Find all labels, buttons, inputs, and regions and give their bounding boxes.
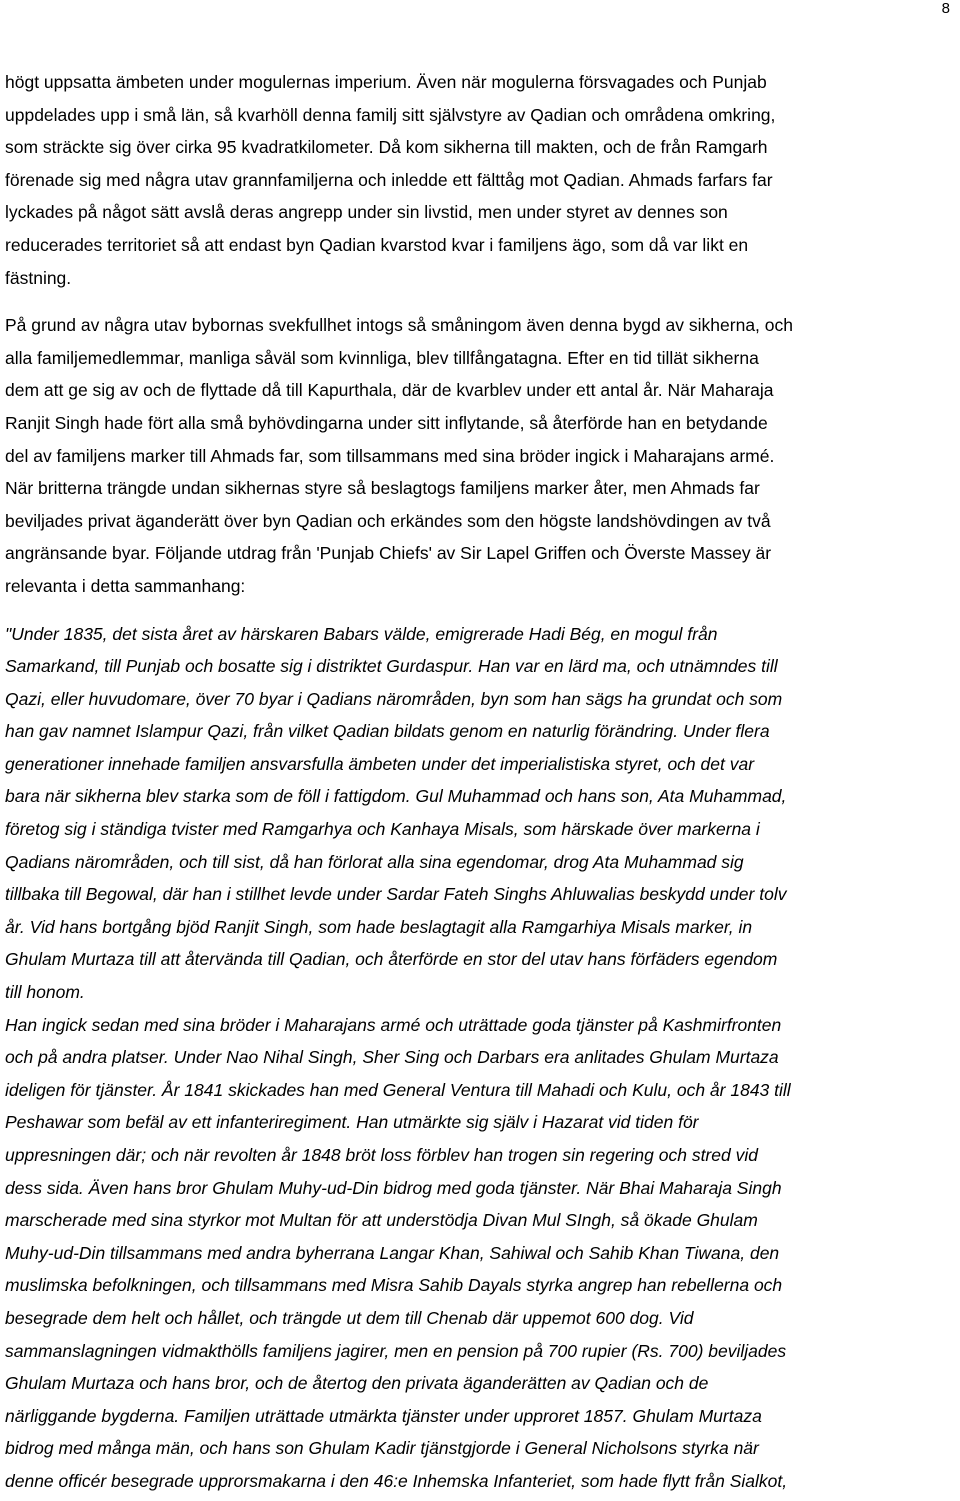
paragraph-spacer — [5, 603, 955, 618]
text-line: beviljades privat äganderätt över byn Qadian och erkändes som den högste landshövdingen av två — [5, 510, 771, 531]
text-line: alla familjemedlemmar, manliga såväl som kvinnliga, blev tillfångatagna. Efter en tid tillät sikherna — [5, 347, 759, 368]
text-line: lyckades på något sätt avslå deras angrepp under sin livstid, men under styret av dennes son — [5, 202, 728, 223]
text-line: reducerades territoriet så att endast byn Qadian kvarstod kvar i familjens ägo, som då var likt en — [5, 234, 749, 255]
text-line: muslimska befolkningen, och tillsammans med Misra Sahib Dayals styrka angrep han rebellerna och — [5, 1275, 783, 1296]
text-line: år. Vid hans bortgång bjöd Ranjit Singh, som hade beslagtagit alla Ramgarhiya Misals marker, in — [5, 916, 753, 937]
text-line: förenade sig med några utav grannfamiljerna och inledde ett fälttåg mot Qadian. Ahmads farfars far — [5, 169, 773, 190]
text-line: dess sida. Även hans bror Ghulam Muhy-ud-Din bidrog med goda tjänster. När Bhai Maharaja Singh — [5, 1177, 782, 1198]
text-line: När britterna trängde undan sikhernas styre så beslagtogs familjens marker åter, men Ahmads far — [5, 478, 760, 499]
text-line: uppdelades upp i små län, så kvarhöll denna familj sitt självstyre av Qadian och områdena omkring, — [5, 104, 776, 125]
text-line: han gav namnet Islampur Qazi, från vilket Qadian bildats genom en naturlig förändring. Under flera — [5, 721, 770, 742]
paragraph-spacer — [5, 294, 955, 309]
text-line: marscherade med sina styrkor mot Multan för att understödja Divan Mul SIngh, så ökade Ghulam — [5, 1210, 758, 1231]
text-line: bara när sikherna blev starka som de föll i fattigdom. Gul Muhammad och hans son, Ata Muhammad, — [5, 786, 787, 807]
text-line: tillbaka till Begowal, där han i stillhet levde under Sardar Fateh Singhs Ahluwalias beskydd under tolv — [5, 884, 787, 905]
text-line: bidrog med många män, och hans son Ghulam Kadir tjänstgjorde i General Nicholsons styrka när — [5, 1438, 759, 1459]
text-line: närliggande bygderna. Familjen uträttade utmärkta tjänster under upproret 1857. Ghulam Murtaza — [5, 1405, 762, 1426]
text-line: till honom. — [5, 982, 85, 1003]
text-line: Ghulam Murtaza till att återvända till Qadian, och återförde en stor del utav hans förfäders egendom — [5, 949, 778, 970]
paragraph — [5, 66, 955, 294]
text-line: Han ingick sedan med sina bröder i Maharajans armé och uträttade goda tjänster på Kashmirfronten — [5, 1014, 782, 1035]
text-line: relevanta i detta sammanhang: — [5, 575, 246, 596]
text-line: Muhy-ud-Din tillsammans med andra byherrana Langar Khan, Sahiwal och Sahib Khan Tiwana, den — [5, 1242, 780, 1263]
text-line: sammanslagningen vidmakthölls familjens jagirer, men en pension på 700 rupier (Rs. 700) beviljades — [5, 1340, 787, 1361]
text-line: del av familjens marker till Ahmads far, som tillsammans med sina bröder ingick i Maharajans armé. — [5, 445, 775, 466]
text-line: angränsande byar. Följande utdrag från 'Punjab Chiefs' av Sir Lapel Griffen och Överste Massey är — [5, 543, 772, 564]
text-line: uppresningen där; och när revolten år 1848 bröt loss förblev han trogen sin regering och stred vid — [5, 1145, 758, 1165]
text-line: Samarkand, till Punjab och bosatte sig i distriktet Gurdaspur. Han var en lärd ma, och utnämndes till — [5, 656, 778, 677]
text-line: Qadians närområden, och till sist, då han förlorat alla sina egendomar, drog Ata Muhammad sig — [5, 851, 744, 872]
document-body — [5, 66, 955, 1498]
text-line: Qazi, eller huvudomare, över 70 byar i Qadians närområden, byn som han sägs ha grundat och som — [5, 688, 783, 709]
text-line: dem att ge sig av och de flyttade då till Kapurthala, där de kvarblev under ett antal år. När Maharaja — [5, 380, 774, 401]
text-line: Ranjit Singh hade fört alla små byhövdingarna under sitt inflytande, så återförde han en betydande — [5, 412, 768, 433]
quoted-paragraph — [5, 618, 955, 1498]
text-line: företog sig i ständiga tvister med Ramgarhya och Kanhaya Misals, som härskade över markerna i — [5, 819, 760, 840]
text-line: som sträckte sig över cirka 95 kvadratkilometer. Då kom sikherna till makten, och de från Ramgarh — [5, 137, 768, 158]
text-line: och på andra platser. Under Nao Nihal Singh, Sher Sing och Darbars era anlitades Ghulam Murtaza — [5, 1047, 779, 1068]
text-line: "Under 1835, det sista året av härskaren Babars välde, emigrerade Hadi Bég, en mogul från — [5, 623, 718, 644]
text-line: Ghulam Murtaza och hans bror, och de återtog den privata äganderätten av Qadian och de — [5, 1373, 709, 1394]
text-line: fästning. — [5, 267, 72, 288]
text-line: besegrade dem helt och hållet, och trängde ut dem till Chenab där uppemot 600 dog. Vid — [5, 1307, 694, 1328]
text-line: ideligen för tjänster. År 1841 skickades han med General Ventura till Mahadi och Kulu, och år 1843 till — [5, 1079, 791, 1100]
page-number: 8 — [941, 0, 950, 17]
text-line: denne officér besegrade upprorsmakarna i den 46:e Inhemska Infanteriet, som hade flytt från Sialkot, — [5, 1470, 788, 1491]
paragraph — [5, 309, 955, 602]
text-line: högt uppsatta ämbeten under mogulernas imperium. Även när mogulerna försvagades och Punjab — [5, 72, 767, 92]
text-line: Peshawar som befäl av ett infanteriregiment. Han utmärkte sig själv i Hazarat vid tiden för — [5, 1112, 699, 1133]
text-line: På grund av några utav bybornas svekfullhet intogs så småningom även denna bygd av sikherna, och — [5, 315, 793, 336]
text-line: generationer innehade familjen ansvarsfulla ämbeten under det imperialistiska styret, och det var — [5, 753, 755, 774]
